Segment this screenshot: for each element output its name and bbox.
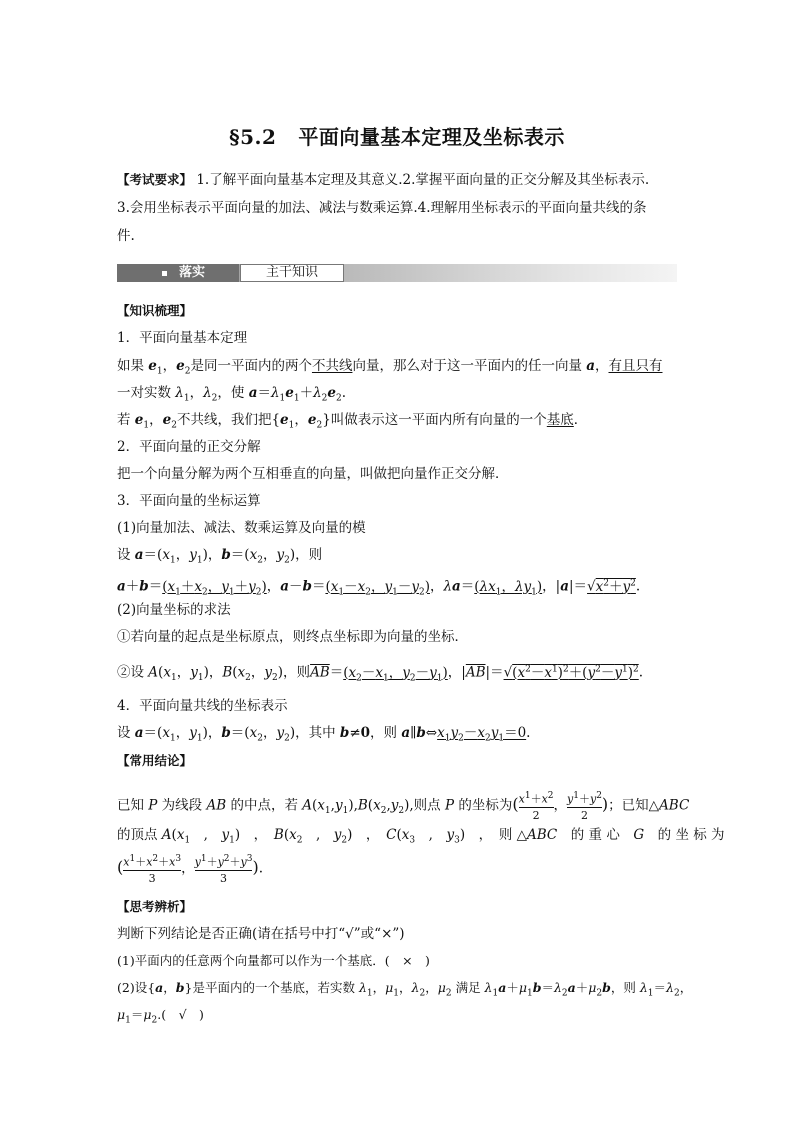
coord-setup: 设 $a=(x_1$，$y_1$)，$b=(x_2$，$y_2$)，则 — [117, 547, 323, 566]
heading-2: 2．平面向量的正交分解 — [117, 439, 261, 455]
question-2-line-2: $\mu_1=\mu_2$.( √ ) — [117, 1007, 204, 1026]
question-1: (1)平面内的任意两个向量都可以作为一个基底．( × ) — [117, 953, 430, 968]
heading-4: 4．平面向量共线的坐标表示 — [117, 698, 288, 714]
centroid-line: 的顶点 $A(x_1$ , $y_1$) ， $B(x_2$ , $y_2$) ， $C(x_3$ , $y_3$) ， 则 △ABC 的 重 心 G 的 坐 标 为 — [117, 827, 725, 846]
coord-operations: $a+b=(x_1+x_2$，$y_1+y_2$)，$a-b=(x_1-x_2$，$y_1-y_2$)，$\lambda a=(\lambda x_1$，$\lambda y_1$)，$|a|=√x^2+y^2$. — [117, 578, 641, 598]
thinking-label-text: 【思考辨析】 — [117, 899, 193, 914]
subheading-3-2: (2)向量坐标的求法 — [117, 602, 231, 618]
midpoint-line: 已知 P 为线段 AB 的中点，若 $A(x_1,y_1),B(x_2,y_2)$,则点 P 的坐标为( $\frac{x^1+x^2}{2}$ ， $\frac{y^1+y^2}{2}$ )；已知△ABC — [117, 791, 690, 822]
subheading-3-1: (1)向量加法、减法、数乘运算及向量的模 — [117, 520, 366, 536]
requirements-label: 【考试要求】 — [117, 172, 193, 187]
section-title: 平面向量基本定理及坐标表示 — [298, 125, 565, 149]
conclusions-label-text: 【常用结论】 — [117, 753, 193, 768]
question-2-line-1: (2)设{a，b}是平面内的一个基底，若实数 $\lambda_1$，$\mu_1$，$\lambda_2$，$\mu_2$ 满足 $\lambda_1a+\mu_1b=\lambda_2a+\mu_2b$，则 $\lambda_1=\lambda_2$， — [117, 980, 693, 999]
knowledge-label-text: 【知识梳理】 — [117, 303, 193, 318]
banner-right-label: 主干知识 — [240, 264, 344, 282]
requirements-line-1 — [117, 171, 649, 189]
coord-method-1: ①若向量的起点是坐标原点，则终点坐标即为向量的坐标． — [117, 629, 468, 645]
banner-left-label: 落实 — [179, 265, 206, 280]
thinking-label — [117, 898, 192, 916]
knowledge-label — [117, 302, 192, 320]
requirements-text-1: 1.了解平面向量基本定理及其意义.2.掌握平面向量的正交分解及其坐标表示. — [196, 172, 650, 188]
coord-method-2: ②设 $A(x_1$，$y_1$)，$B(x_2$，$y_2$)，则$\overline{AB}=(x_2-x_1$，$y_2-y_1$)，$|\overline{AB}|=√(x^2-x^1)^2+(y^2-y^1)^2$. — [117, 664, 644, 684]
heading-1: 1．平面向量基本定理 — [117, 330, 248, 346]
banner-left — [117, 264, 239, 282]
requirements-line-3: 件. — [117, 228, 135, 244]
heading-3: 3．平面向量的坐标运算 — [117, 493, 261, 509]
orthogonal-text: 把一个向量分解为两个互相垂直的向量，叫做把向量作正交分解． — [117, 466, 509, 482]
section-banner — [117, 264, 677, 282]
theorem-line-2: 一对实数 $\lambda_1$，$\lambda_2$，使 $a=\lambda_1e_1+\lambda_2e_2$. — [117, 385, 346, 404]
theorem-line-3: 若 $e_1$，$e_2$不共线，我们把{$e_1$，$e_2$}叫做表示这一平面内所有向量的一个基底． — [117, 412, 588, 431]
banner-square-icon — [162, 271, 167, 276]
theorem-line-1: 如果 $e_1$，$e_2$是同一平面内的两个不共线向量，那么对于这一平面内的任一向量 a，有且只有 — [117, 358, 663, 377]
requirements-line-2: 3.会用坐标表示平面向量的加法、减法与数乘运算.4.理解用坐标表示的平面向量共线的条 — [117, 200, 647, 216]
conclusions-label — [117, 752, 192, 770]
page-title — [0, 121, 794, 150]
thinking-intro: 判断下列结论是否正确(请在括号中打“√”或“×”) — [117, 926, 405, 942]
centroid-formula: ( $\frac{x^1+x^2+x^3}{3}$ ， $\frac{y^1+y^2+y^3}{3}$ ). — [117, 854, 264, 885]
collinear-condition: 设 $a=(x_1$，$y_1$)，$b=(x_2$，$y_2$)，其中 b≠0，则 $a\parallel b\Leftrightarrow x_1y_2-x_2y_1=0$. — [117, 725, 531, 744]
section-number: §5.2 — [229, 125, 277, 149]
